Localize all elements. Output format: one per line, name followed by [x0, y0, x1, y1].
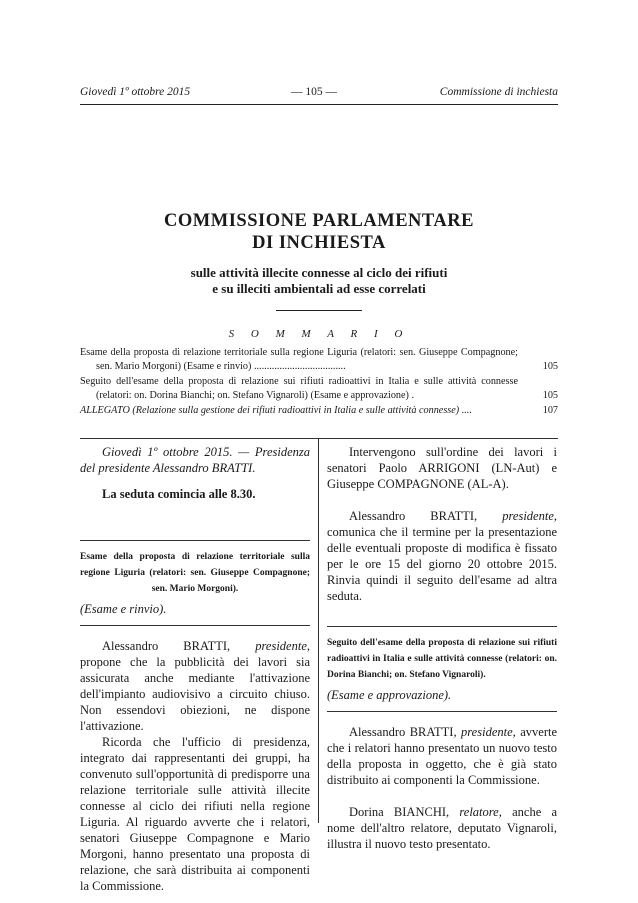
- columns-top-rule: [80, 438, 558, 439]
- paragraph-bratti-3: [327, 508, 557, 604]
- section-rule: [80, 540, 310, 541]
- section-rule: [327, 626, 557, 627]
- header-section: Commissione di inchiesta: [439, 86, 558, 98]
- speaker-role: presidente,: [461, 725, 516, 739]
- speaker-name: Alessandro BRATTI,: [102, 639, 231, 653]
- section-rule: [80, 625, 310, 626]
- running-header: [80, 86, 558, 105]
- title-line-1: COMMISSIONE PARLAMENTARE: [164, 211, 474, 231]
- header-date: Giovedì 1º ottobre 2015: [80, 86, 191, 98]
- section-title-radioactive: Seguito dell'esame della proposta di relazione sui rifiuti radioattivi in Italia e sulle attività connesse (relatori: on. Dorina Bianchi; on. Stefano Vignaroli).: [327, 638, 557, 680]
- toc-item-page: 105: [542, 360, 558, 372]
- paragraph-text: comunica che il termine per la presentazione delle eventuali proposte di modifica è fissato per le ore 15 del giorno 20 ottobre 2015. Rinvia quindi il seguito dell'esame ad altra seduta.: [327, 525, 557, 603]
- subtitle: [80, 265, 558, 297]
- subtitle-line-1: sulle attività illecite connesse al ciclo dei rifiuti: [190, 265, 448, 280]
- speaker-name: Alessandro BRATTI,: [349, 725, 457, 739]
- title-divider: [276, 310, 362, 311]
- toc-item-text: ALLEGATO (Relazione sulla gestione dei rifiuti radioattivi in Italia e sulle attività connesse) ....: [80, 405, 472, 416]
- section-title-liguria: Esame della proposta di relazione territoriale sulla regione Liguria (relatori: sen. Giuseppe Compagnone; sen. Mario Morgoni).: [80, 552, 310, 594]
- toc-item[interactable]: [80, 404, 558, 418]
- title-line-2: DI INCHIESTA: [252, 233, 386, 253]
- paragraph-text: propone che la pubblicità dei lavori sia assicurata anche mediante l'attivazione dell'impianto audiovisivo a circuito chiuso. Non essendovi obiezioni, ne dispone l'attivazione.: [80, 655, 310, 733]
- session-start: La seduta comincia alle 8.30.: [102, 487, 256, 501]
- section-rule: [327, 711, 557, 712]
- speaker-name: Dorina BIANCHI,: [349, 805, 450, 819]
- toc-item[interactable]: [80, 375, 558, 402]
- speaker-name: Alessandro BRATTI,: [349, 509, 478, 523]
- speaker-role: relatore,: [459, 805, 502, 819]
- toc-item-page: 107: [542, 405, 558, 416]
- speaker-role: presidente,: [502, 509, 557, 523]
- paragraph-bratti-2: Ricorda che l'ufficio di presidenza, integrato dai rappresentanti dei gruppi, ha convenuto sull'opportunità di predisporre una relazione territoriale sulle attività illecite connesse al ciclo dei rifiuti nella regione Liguria. Al riguardo avverte che i relatori, senatori Giuseppe Compagnone e Mario Morgoni, hanno presentato una proposta di relazione, che sarà distribuita ai componenti la Commissione.: [80, 735, 310, 893]
- section-exam-note: (Esame e rinvio).: [80, 602, 167, 616]
- table-of-contents: [80, 346, 558, 420]
- paragraph-interventions: Intervengono sull'ordine dei lavori i senatori Paolo ARRIGONI (LN-Aut) e Giuseppe COMPAGNONE (AL-A).: [327, 445, 557, 491]
- toc-item-page: 105: [542, 389, 558, 401]
- paragraph-text: avverte che i relatori hanno presentato un nuovo testo della proposta in oggetto, che è già stato distribuito ai componenti la Commissione.: [327, 725, 557, 787]
- paragraph-text: anche a nome dell'altro relatore, deputato Vignaroli, illustra il nuovo testo presentato.: [327, 805, 558, 851]
- toc-item-text: Esame della proposta di relazione territoriale sulla regione Liguria (relatori: sen. Giuseppe Compagnone; sen. Mario Morgoni) (Esame e rinvio) ....................................: [80, 347, 518, 372]
- section-exam-note: (Esame e approvazione).: [327, 688, 452, 702]
- left-column: [80, 444, 310, 894]
- paragraph-bratti-4: [327, 724, 557, 788]
- paragraph-bianchi: [327, 804, 557, 852]
- session-opening: Giovedì 1º ottobre 2015. — Presidenza del presidente Alessandro BRATTI.: [80, 445, 310, 475]
- paragraph-bratti-1: [80, 638, 310, 734]
- header-page-number: — 105 —: [291, 86, 337, 98]
- right-column: [327, 444, 557, 852]
- sommario-title: S O M M A R I O: [228, 328, 410, 340]
- toc-item-text: Seguito dell'esame della proposta di relazione sui rifiuti radioattivi in Italia e sulle attività connesse (relatori: on. Dorina Bianchi; on. Stefano Vignaroli) (Esame e approvazione) .: [80, 376, 518, 401]
- toc-item[interactable]: [80, 346, 558, 373]
- speaker-role: presidente,: [255, 639, 310, 653]
- column-divider: [318, 438, 319, 823]
- subtitle-line-2: e su illeciti ambientali ad esse correlati: [212, 281, 426, 296]
- main-title: [80, 210, 558, 254]
